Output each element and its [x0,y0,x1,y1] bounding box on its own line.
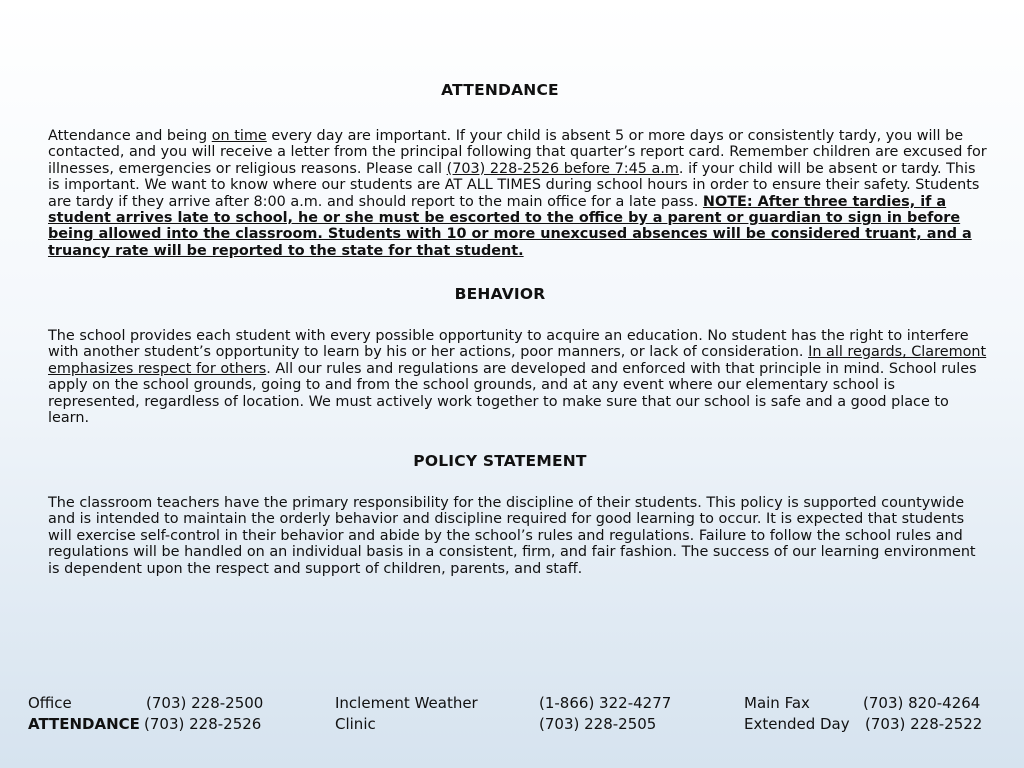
tardy-note: NOTE: After three tardies, if a student arrives late to school, he or she must be escorted to the office by a parent or guardian to sign in before being allowed into the classroom. Students with 10 or more unexcused absences will be considered truant, and a truancy rate will be reported to the state for that student. [48,193,972,259]
fax-label: Main Fax [744,694,810,712]
extended-day-label: Extended Day [744,715,850,733]
attendance-label: ATTENDANCE [28,715,140,733]
extended-day-phone: (703) 228-2522 [865,715,983,733]
call-deadline-emphasis: (703) 228-2526 before 7:45 a.m [446,160,679,177]
fax-phone: (703) 820-4264 [863,694,981,712]
attendance-heading: ATTENDANCE [441,81,559,99]
behavior-text-2: . All our rules and regulations are developed and enforced with that principle in mind. School rules apply on the school grounds, going to and from the school grounds, and at any event where our elementary school is represented, regardless of location. We must actively work together to make sure that our school is safe and a good place to learn. [48,360,977,427]
policy-paragraph: The classroom teachers have the primary responsibility for the discipline of their students. This policy is supported countywide and is intended to maintain the orderly behavior and discipline required for good learning to occur. It is expected that students will exercise self-control in their behavior and abide by the school’s rules and regulations. Failure to follow the school rules and regulations will be handled on an individual basis in a consistent, firm, and fair fashion. The success of our learning environment is dependent upon the respect and support of children, parents, and staff. [48,495,976,577]
on-time-emphasis: on time [211,128,267,144]
attendance-text-2: every day are important. If your child is absent 5 or more days or consistently tardy, you will be contacted, and you will receive a letter from the principal following that quarter’s report card. Remember children are excused for illnesses, emergencies or religious reasons. Please call [48,128,987,177]
behavior-paragraph [48,328,990,426]
clinic-label: Clinic [335,715,376,733]
weather-label: Inclement Weather [335,694,478,712]
clinic-phone: (703) 228-2505 [539,715,657,733]
respect-emphasis: In all regards, Claremont emphasizes respect for others [48,344,987,377]
office-label: Office [28,694,72,712]
behavior-text-1: The school provides each student with every possible opportunity to acquire an education. No student has the right to interfere with another student’s opportunity to learn by his or her actions, poor manners, or lack of consideration. [48,328,969,361]
attendance-text-1: Attendance and being [48,128,212,144]
contact-footer [0,692,1024,738]
behavior-heading: BEHAVIOR [454,285,546,303]
attendance-paragraph [48,128,990,259]
weather-phone: (1-866) 322-4277 [539,694,672,712]
attendance-phone: (703) 228-2526 [144,715,262,733]
office-phone: (703) 228-2500 [146,694,264,712]
policy-heading: POLICY STATEMENT [413,452,587,470]
attendance-text-3: . if your child will be absent or tardy. This is important. We want to know where our students are AT ALL TIMES during school hours in order to ensure their safety. Students are tardy if they arrive after 8:00 a.m. and should report to the main office for a late pass. [48,160,980,210]
